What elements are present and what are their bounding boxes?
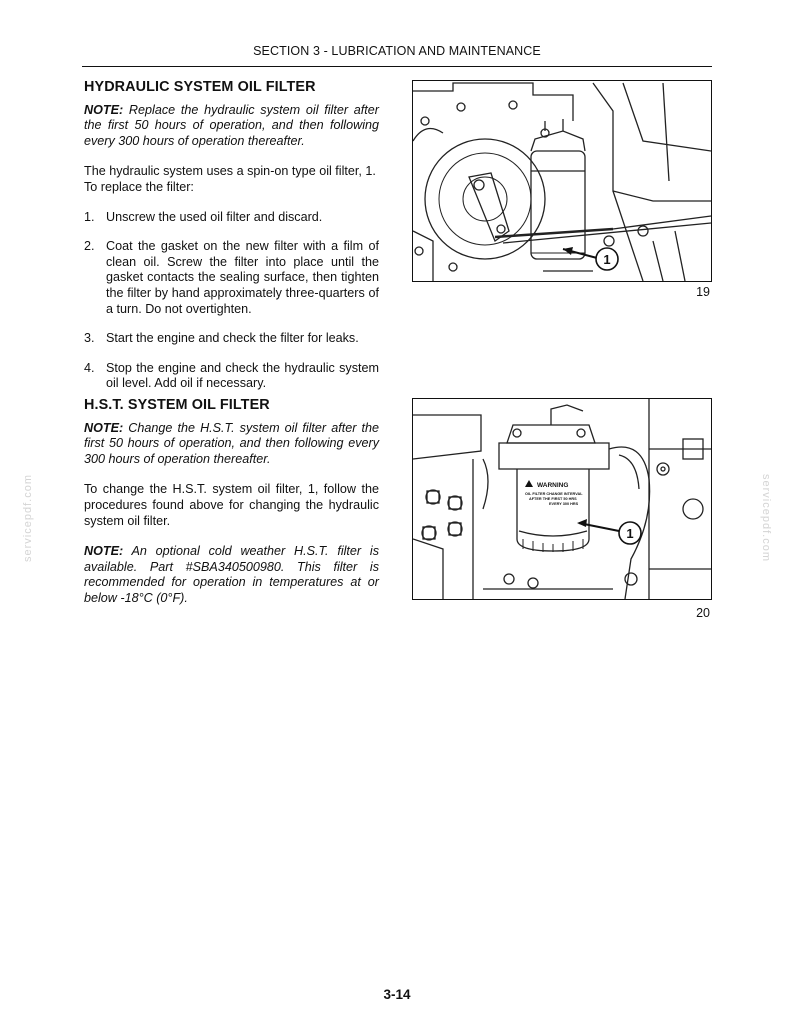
hst-note-2 [84,544,379,606]
step-item [84,210,379,226]
hst-body: To change the H.S.T. system oil filter, 1, follow the procedures found above for changing the hydraulic system oil filter. [84,482,379,528]
note-label: NOTE: [84,544,124,559]
hst-note [84,421,379,468]
callout-number: 1 [603,252,611,267]
figure-19-hydraulic-filter [412,80,712,282]
figure-20-hst-filter [412,398,712,600]
step-item [84,361,379,392]
step-number: 1. [84,209,95,224]
hst-section [84,398,379,607]
figure-number-19: 19 [696,285,710,299]
hydraulic-intro: The hydraulic system uses a spin-on type oil filter, 1. To replace the filter: [84,164,376,194]
hydraulic-section [84,80,379,392]
warning-label [525,480,583,506]
step-text: Start the engine and check the filter for leaks. [106,331,359,346]
note-text: Replace the hydraulic system oil filter after the first 50 hours of operation, and then following every 300 hours of operation thereafter. [84,102,379,148]
warning-title: WARNING [537,482,569,489]
hydraulic-note [84,103,379,150]
step-item [84,239,379,317]
header-rule [82,66,712,67]
warning-line: AFTER THE FIRST 50 HRS [529,497,577,501]
page-number: 3-14 [383,987,411,1002]
hydraulic-steps [84,210,379,392]
step-number: 3. [84,331,95,346]
note-text: Change the H.S.T. system oil filter after the first 50 hours of operation, and then following every 300 hours of operation thereafter. [84,420,379,466]
watermark-left: servicepdf.com [22,474,34,562]
step-text: Coat the gasket on the new filter with a film of clean oil. Screw the filter into place until the gasket contacts the sealing surface, then tighten the filter by hand approximately three-quarters of a turn. Do not overtighten. [106,239,379,316]
section-header: SECTION 3 - LUBRICATION AND MAINTENANCE [253,44,541,58]
figure-number-20: 20 [696,606,710,620]
hst-heading: H.S.T. SYSTEM OIL FILTER [84,397,270,413]
watermark-right: servicepdf.com [760,474,772,562]
step-item [84,331,379,347]
step-text: Stop the engine and check the hydraulic system oil level. Add oil if necessary. [106,360,379,391]
warning-triangle-icon [525,480,533,487]
warning-line: OIL FILTER CHANGE INTERVAL [525,492,583,496]
step-number: 2. [84,239,95,254]
warning-line: EVERY 300 HRS [549,502,579,506]
step-number: 4. [84,360,95,375]
note-label: NOTE: [84,102,124,117]
hydraulic-heading: HYDRAULIC SYSTEM OIL FILTER [84,79,316,95]
hst-filter-illustration [413,399,711,599]
step-text: Unscrew the used oil filter and discard. [106,209,323,224]
note-text: An optional cold weather H.S.T. filter is available. Part #SBA340500980. This filter is recommended for operation in temperatures at or below -18°C (0°F). [84,544,379,605]
callout-number: 1 [626,526,634,541]
hydraulic-filter-illustration [413,81,711,281]
note-label: NOTE: [84,420,124,435]
